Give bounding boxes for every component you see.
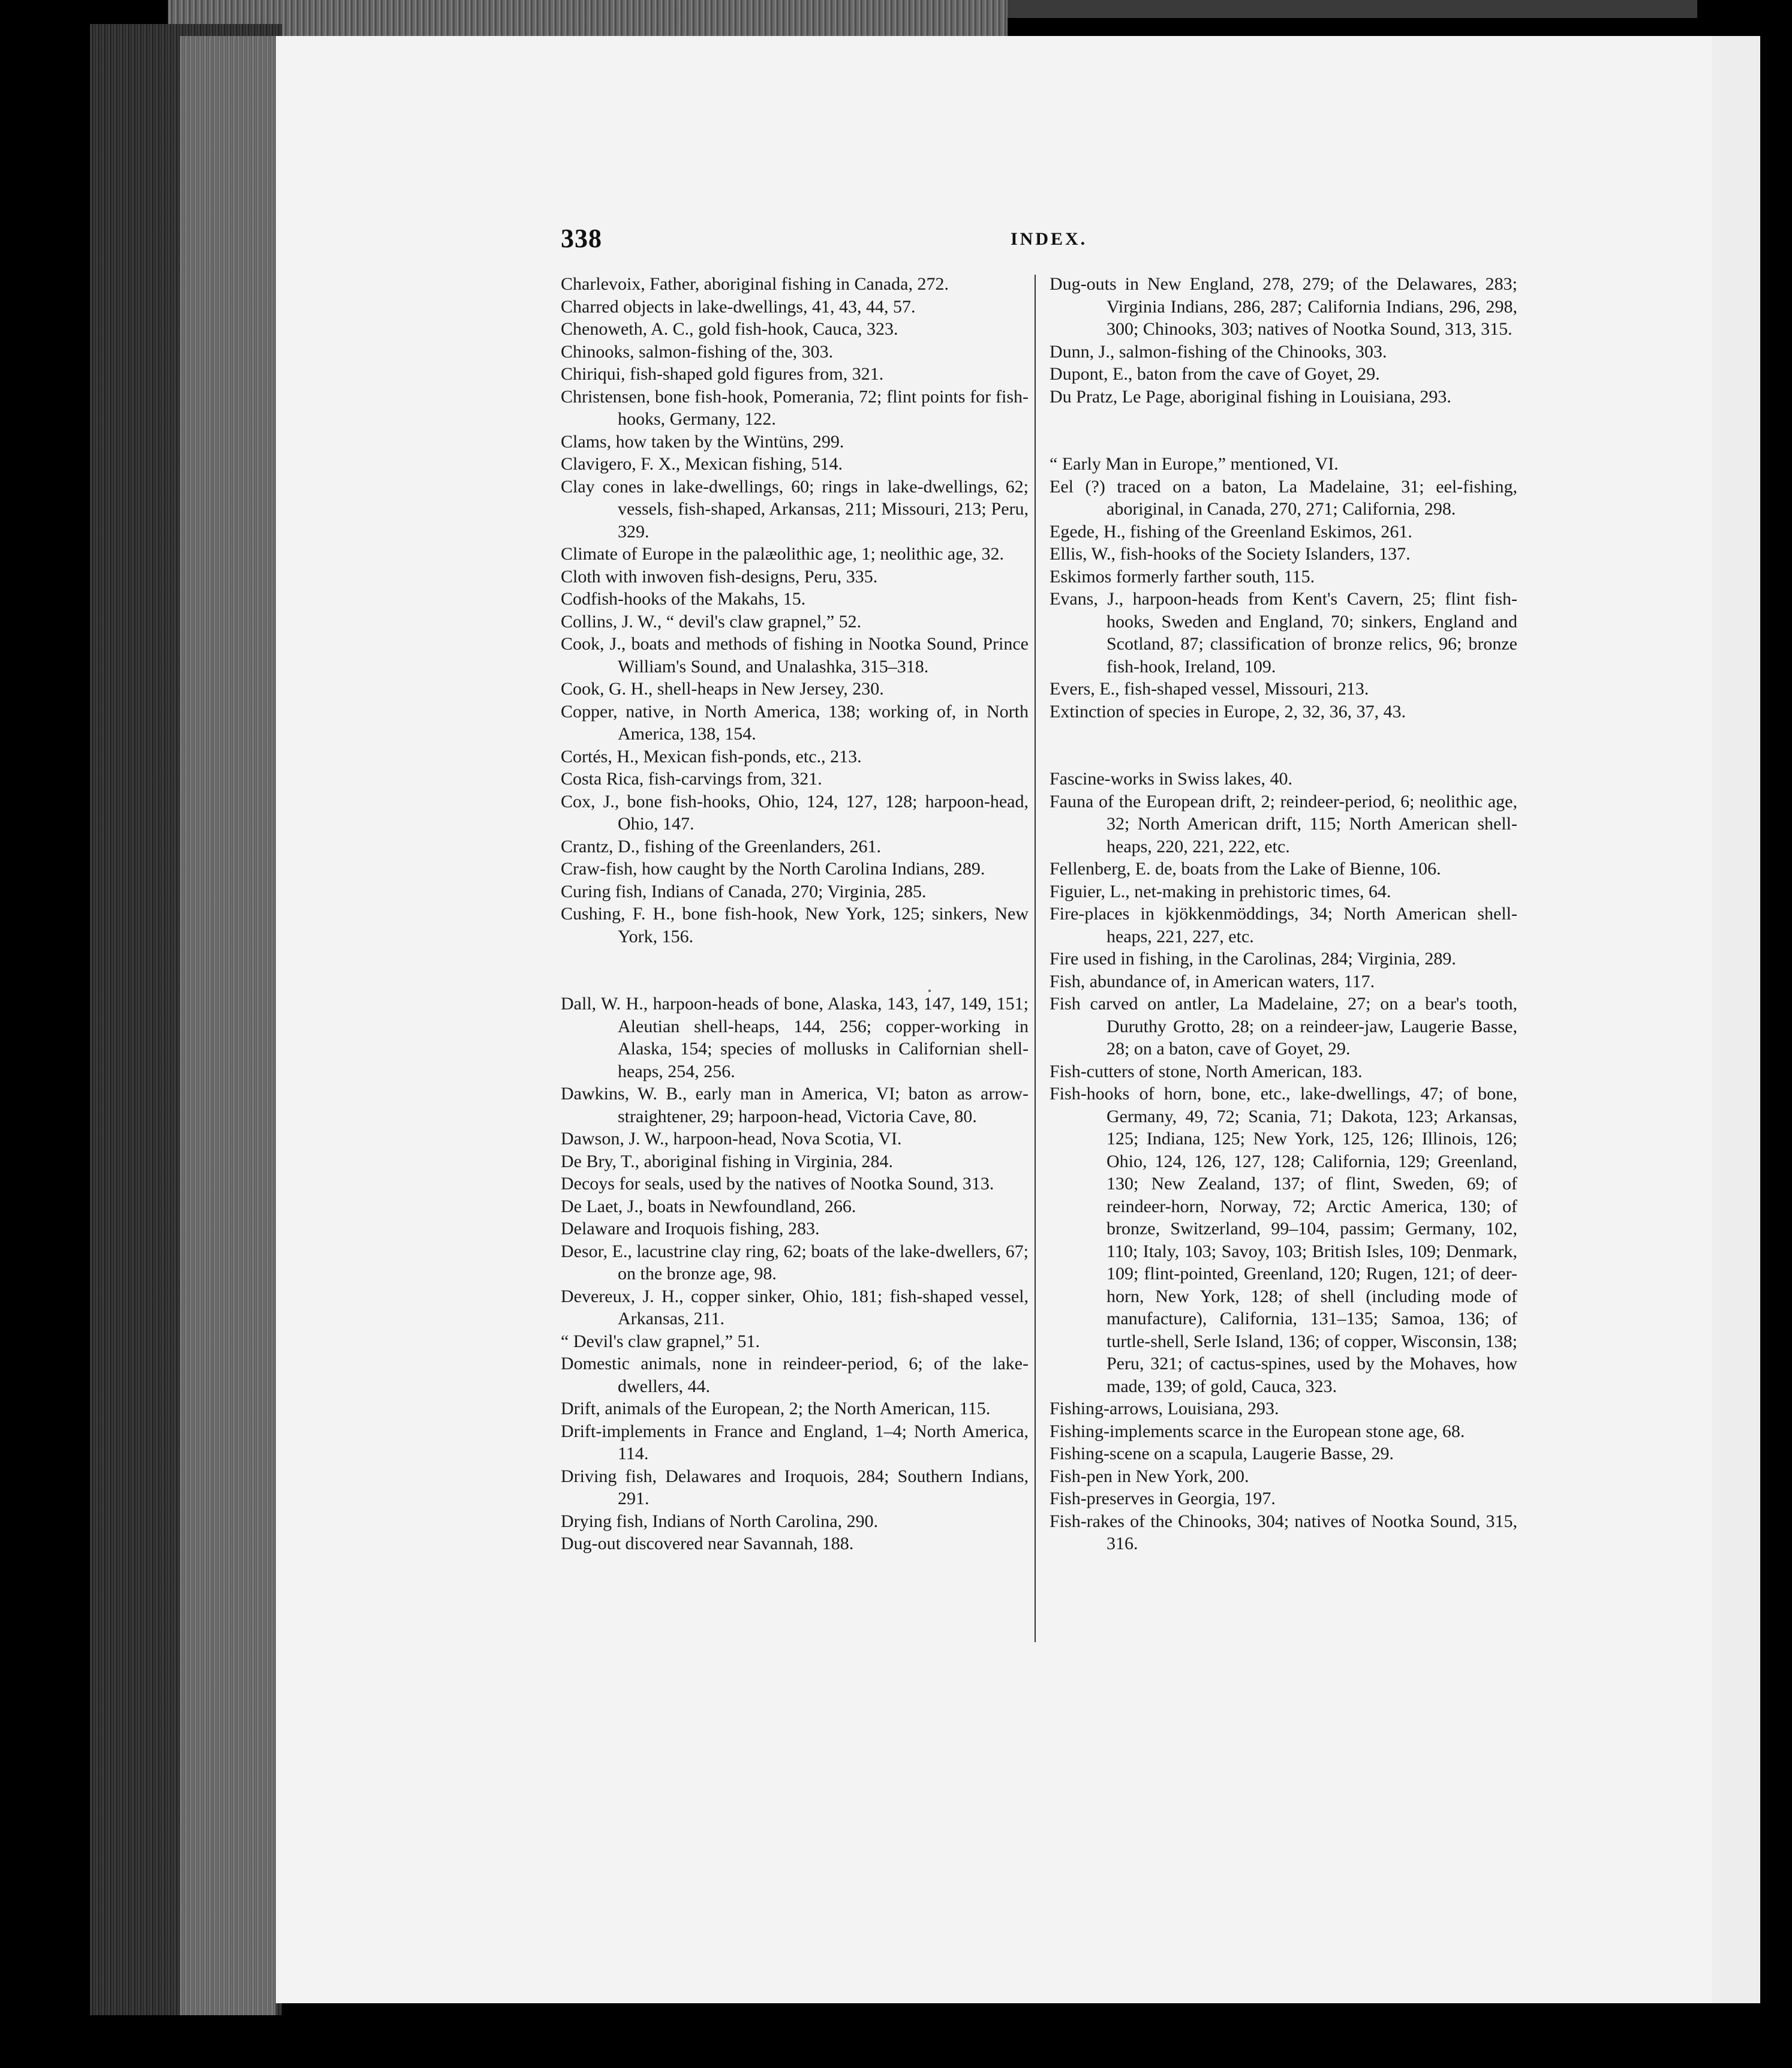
- index-entry: Fire used in fishing, in the Carolinas, 284; Virginia, 289.: [1050, 949, 1456, 969]
- index-entry: Dug-out discovered near Savannah, 188.: [561, 1534, 854, 1553]
- index-entry: Clams, how taken by the Wintüns, 299.: [561, 431, 844, 452]
- index-entry: Cook, J., boats and methods of fishing in Nootka Sound, Prince William's Sound, and Unalashka, 315–318.: [561, 634, 1029, 677]
- index-entry: Drift, animals of the European, 2; the North American, 115.: [561, 1399, 991, 1418]
- index-entry: Fish, abundance of, in American waters, 117.: [1050, 971, 1375, 991]
- index-entry: Fishing-scene on a scapula, Laugerie Basse, 29.: [1050, 1444, 1394, 1463]
- index-entry: Costa Rica, fish-carvings from, 321.: [561, 769, 822, 789]
- index-entry: Fishing-arrows, Louisiana, 293.: [1050, 1399, 1279, 1418]
- index-entry: Chiriqui, fish-shaped gold figures from, 321.: [561, 364, 884, 384]
- index-entry: Fish-cutters of stone, North American, 183.: [1050, 1061, 1363, 1081]
- index-entry: Dunn, J., salmon-fishing of the Chinooks, 303.: [1050, 341, 1387, 362]
- index-entry: Charlevoix, Father, aboriginal fishing in Canada, 272.: [561, 274, 949, 294]
- index-entry: Drying fish, Indians of North Carolina, 290.: [561, 1511, 879, 1531]
- index-entry: Cox, J., bone fish-hooks, Ohio, 124, 127, 128; harpoon-head, Ohio, 147.: [561, 791, 1029, 834]
- index-entry: Fish-preserves in Georgia, 197.: [1050, 1489, 1276, 1508]
- letter-section-gap: [561, 948, 1029, 993]
- index-entry: Driving fish, Delawares and Iroquois, 284; Southern Indians, 291.: [561, 1466, 1029, 1508]
- index-entry: Crantz, D., fishing of the Greenlanders, 261.: [561, 836, 882, 856]
- index-entry: Fish carved on antler, La Madelaine, 27; on a bear's tooth, Duruthy Grotto, 28; on a reindeer-jaw, Laugerie Basse, 28; on a baton, cave of Goyet, 29.: [1050, 994, 1517, 1059]
- letter-section-gap: [1050, 723, 1517, 768]
- index-entry: Climate of Europe in the palæolithic age, 1; neolithic age, 32.: [561, 544, 1004, 564]
- index-entry: Evans, J., harpoon-heads from Kent's Cavern, 25; flint fish-hooks, Sweden and England, 70; sinkers, England and Scotland, 87; classification of bronze relics, 96; bronze fish-hook, Ireland, 109.: [1050, 589, 1517, 677]
- index-entry: Ellis, W., fish-hooks of the Society Islanders, 137.: [1050, 544, 1411, 564]
- index-entry: Decoys for seals, used by the natives of Nootka Sound, 313.: [561, 1174, 994, 1194]
- page-header: [561, 223, 1520, 259]
- index-entry: Egede, H., fishing of the Greenland Eskimos, 261.: [1050, 521, 1412, 542]
- index-entry: Drift-implements in France and England, 1–4; North America, 114.: [561, 1421, 1029, 1463]
- index-entry: Devereux, J. H., copper sinker, Ohio, 181; fish-shaped vessel, Arkansas, 211.: [561, 1286, 1029, 1328]
- index-entry: Eel (?) traced on a baton, La Madelaine, 31; eel-fishing, aboriginal, in Canada, 270, 271; California, 298.: [1050, 476, 1517, 519]
- index-entry: Desor, E., lacustrine clay ring, 62; boats of the lake-dwellers, 67; on the bronze age, 98.: [561, 1241, 1029, 1284]
- index-entry: Christensen, bone fish-hook, Pomerania, 72; flint points for fish-hooks, Germany, 122.: [561, 386, 1029, 429]
- index-entry: Evers, E., fish-shaped vessel, Missouri, 213.: [1050, 679, 1369, 699]
- letter-section-gap: [1050, 408, 1517, 453]
- index-entry: Dupont, E., baton from the cave of Goyet, 29.: [1050, 364, 1380, 384]
- index-entry: Fascine-works in Swiss lakes, 40.: [1050, 769, 1292, 789]
- index-entry: Fauna of the European drift, 2; reindeer-period, 6; neolithic age, 32; North American drift, 115; North American shell-heaps, 220, 221, 222, etc.: [1050, 791, 1517, 856]
- index-entry: Clay cones in lake-dwellings, 60; rings in lake-dwellings, 62; vessels, fish-shaped, Arkansas, 211; Missouri, 213; Peru, 329.: [561, 476, 1029, 542]
- index-entry: Fish-hooks of horn, bone, etc., lake-dwellings, 47; of bone, Germany, 49, 72; Scania, 71; Dakota, 123; Arkansas, 125; Indiana, 125; New York, 125, 126; Illinois, 126; Ohio, 124, 126, 127, 128; California, 129; Greenland, 130; New Zealand, 137; of flint, Sweden, 69; of reindeer-horn, Norway, 72; Arctic America, 130; of bronze, Switzerland, 99–104, passim; Germany, 102, 110; Italy, 103; Savoy, 103; British Isles, 109; Denmark, 109; flint-pointed, Greenland, 120; Rugen, 121; of deer-horn, New York, 128; of shell (including mode of manufacture), California, 131–135; Samoa, 136; of turtle-shell, Serle Island, 136; of copper, Wisconsin, 138; Peru, 321; of cactus-spines, used by the Mohaves, how made, 139; of gold, Cauca, 323.: [1050, 1084, 1517, 1396]
- index-entry: De Laet, J., boats in Newfoundland, 266.: [561, 1196, 856, 1216]
- index-entry: De Bry, T., aboriginal fishing in Virginia, 284.: [561, 1151, 893, 1171]
- page-number: 338: [561, 224, 602, 253]
- index-entry: Cortés, H., Mexican fish-ponds, etc., 213.: [561, 746, 862, 767]
- index-entry: Cloth with inwoven fish-designs, Peru, 335.: [561, 566, 878, 587]
- index-entry: Dawkins, W. B., early man in America, VI; baton as arrow-straightener, 29; harpoon-head, Victoria Cave, 80.: [561, 1084, 1029, 1126]
- index-entry: Chenoweth, A. C., gold fish-hook, Cauca, 323.: [561, 319, 898, 339]
- running-head: INDEX.: [1011, 229, 1088, 249]
- index-entry: “ Devil's claw grapnel,” 51.: [561, 1331, 760, 1351]
- index-entry: Delaware and Iroquois fishing, 283.: [561, 1219, 820, 1239]
- facing-page-edge: [1712, 36, 1760, 2003]
- page-stack-edge: [180, 36, 276, 2015]
- index-entry: Dawson, J. W., harpoon-head, Nova Scotia, VI.: [561, 1129, 902, 1149]
- book-top-shadow: [1008, 0, 1697, 18]
- index-entry: Fire-places in kjökkenmöddings, 34; North American shell-heaps, 221, 227, etc.: [1050, 904, 1517, 946]
- index-entry: Collins, J. W., “ devil's claw grapnel,” 52.: [561, 611, 862, 632]
- index-entry: Curing fish, Indians of Canada, 270; Virginia, 285.: [561, 881, 927, 901]
- index-entry: Chinooks, salmon-fishing of the, 303.: [561, 341, 834, 362]
- index-entry: Extinction of species in Europe, 2, 32, 36, 37, 43.: [1050, 701, 1406, 722]
- index-entry: Craw-fish, how caught by the North Carolina Indians, 289.: [561, 859, 985, 879]
- index-entry: Fishing-implements scarce in the European stone age, 68.: [1050, 1421, 1465, 1441]
- left-index-column: [561, 273, 1029, 1555]
- index-entry: Charred objects in lake-dwellings, 41, 43, 44, 57.: [561, 296, 916, 317]
- column-divider: [1035, 275, 1036, 1642]
- index-entry: Domestic animals, none in reindeer-period, 6; of the lake-dwellers, 44.: [561, 1354, 1029, 1396]
- index-entry: Codfish-hooks of the Makahs, 15.: [561, 589, 806, 609]
- index-entry: “ Early Man in Europe,” mentioned, VI.: [1050, 454, 1339, 474]
- index-entry: Eskimos formerly farther south, 115.: [1050, 566, 1315, 587]
- index-entry: Clavigero, F. X., Mexican fishing, 514.: [561, 454, 843, 474]
- index-entry: Cushing, F. H., bone fish-hook, New York, 125; sinkers, New York, 156.: [561, 904, 1029, 946]
- index-entry: Du Pratz, Le Page, aboriginal fishing in Louisiana, 293.: [1050, 386, 1451, 407]
- index-entry: Dall, W. H., harpoon-heads of bone, Alaska, 143, 147, 149, 151; Aleutian shell-heaps, 144, 256; copper-working in Alaska, 154; species of mollusks in Californian shell-heaps, 254, 256.: [561, 994, 1029, 1081]
- book-top-edge: [168, 0, 1008, 36]
- index-entry: Dug-outs in New England, 278, 279; of the Delawares, 283; Virginia Indians, 286, 287; California Indians, 296, 298, 300; Chinooks, 303; natives of Nootka Sound, 313, 315.: [1050, 274, 1517, 339]
- index-entry: Figuier, L., net-making in prehistoric times, 64.: [1050, 881, 1391, 901]
- index-entry: Fish-pen in New York, 200.: [1050, 1466, 1249, 1486]
- index-entry: Fellenberg, E. de, boats from the Lake of Bienne, 106.: [1050, 859, 1441, 879]
- index-entry: Fish-rakes of the Chinooks, 304; natives of Nootka Sound, 315, 316.: [1050, 1511, 1517, 1553]
- index-entry: Copper, native, in North America, 138; working of, in North America, 138, 154.: [561, 701, 1029, 744]
- index-entry: Cook, G. H., shell-heaps in New Jersey, 230.: [561, 679, 884, 699]
- right-index-column: [1050, 273, 1517, 1555]
